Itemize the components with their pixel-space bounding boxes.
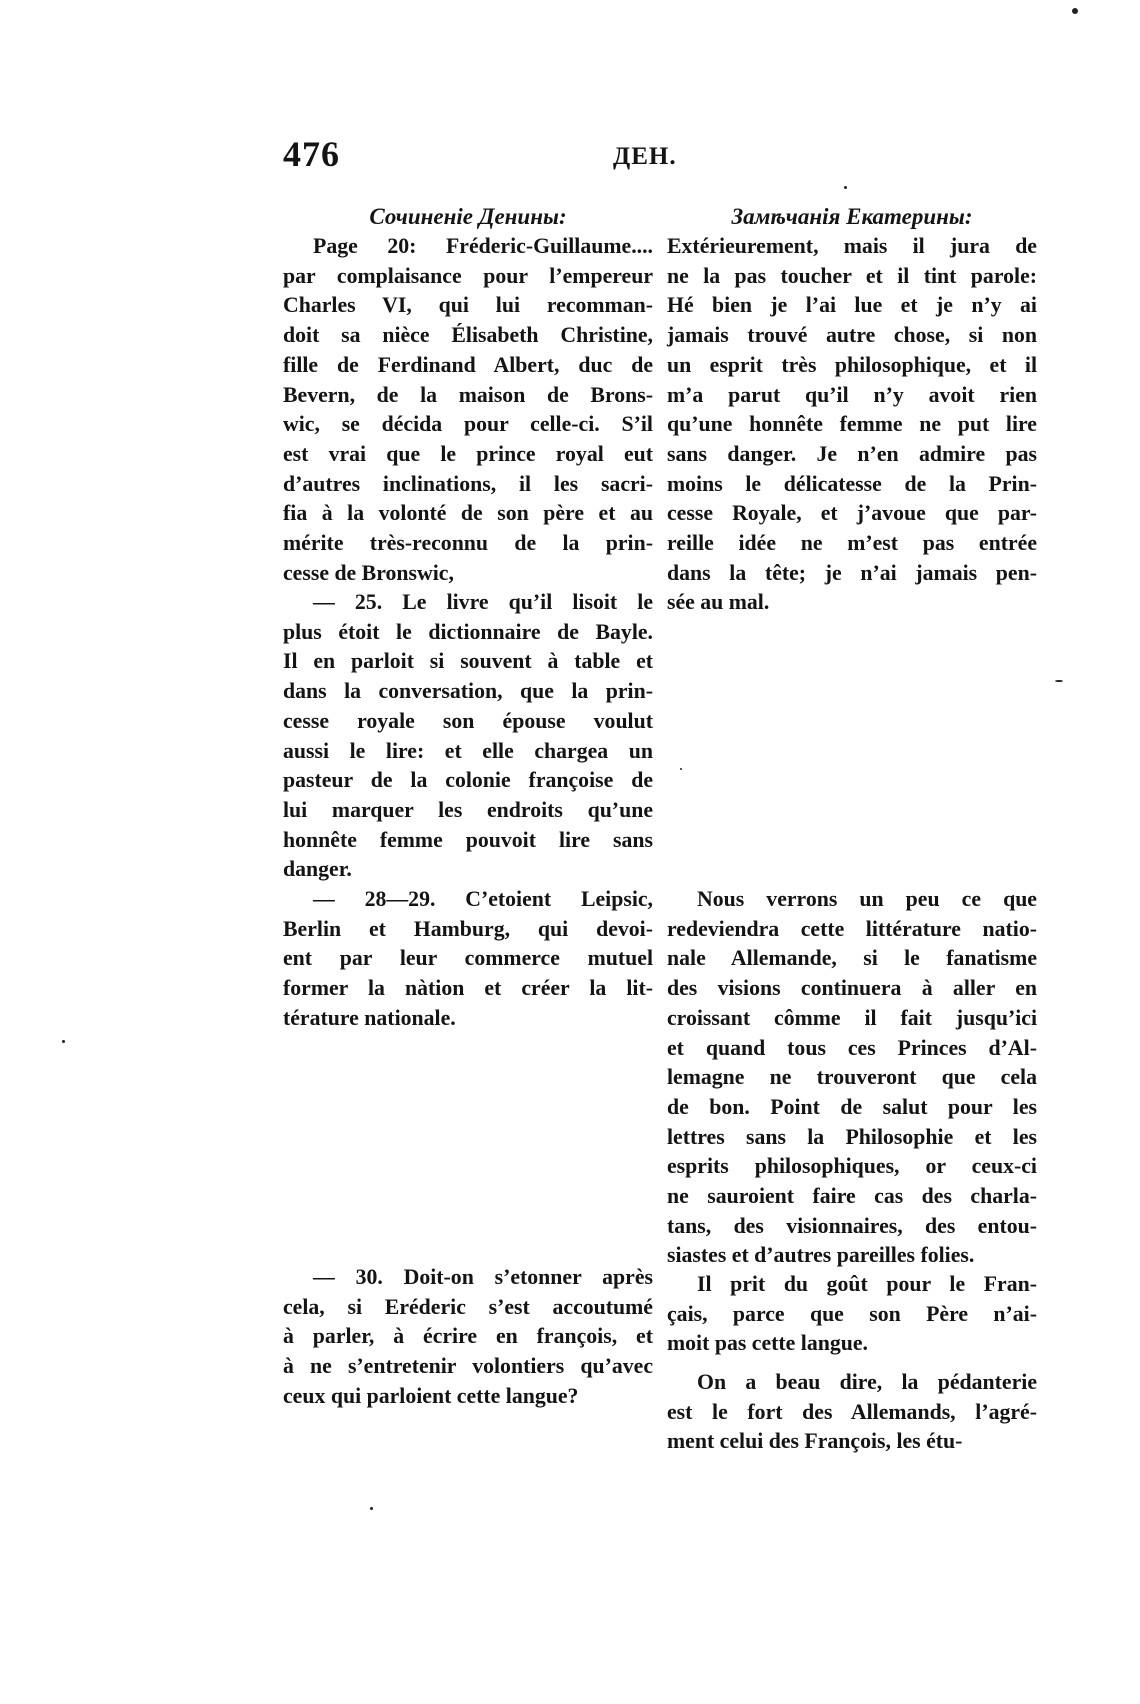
text-line: mérite très-reconnu de la prin- (283, 531, 653, 556)
text-line: des visions continuera à aller en (667, 976, 1037, 1001)
text-line: cesse royale son épouse voulut (283, 708, 653, 733)
scan-speck (1055, 680, 1063, 682)
left-paragraph-4 (283, 1263, 653, 1412)
text-line: qu’une honnête femme ne put lire (667, 412, 1037, 437)
text-line: cela, si Eréderic s’est accoutumé (283, 1294, 653, 1319)
right-paragraph-4 (667, 1368, 1037, 1457)
text-line: m’a parut qu’il n’y avoit rien (667, 382, 1037, 407)
text-line: dans la conversation, que la prin- (283, 679, 653, 704)
scan-speck (1072, 8, 1078, 14)
text-line: jamais trouvé autre chose, si non (667, 323, 1037, 348)
left-column (283, 202, 653, 1408)
text-line: sans danger. Je n’en admire pas (667, 441, 1037, 466)
text-line: esprits philosophiques, or ceux-ci (667, 1154, 1037, 1179)
text-line: Hé bien je l’ai lue et je n’y ai (667, 293, 1037, 318)
text-line: Il en parloit si souvent à table et (283, 649, 653, 674)
text-line: de bon. Point de salut pour les (667, 1094, 1037, 1119)
right-paragraph-2 (667, 885, 1037, 1271)
right-paragraph-1 (667, 232, 1037, 618)
text-line: — 30. Doit-on s’etonner après (313, 1265, 653, 1289)
text-line: Charles VI, qui lui recomman- (283, 293, 653, 318)
text-line: Extérieurement, mais il jura de (667, 234, 1037, 258)
text-line: ceux qui parloient cette langue? (283, 1383, 579, 1408)
text-line: pasteur de la colonie françoise de (283, 768, 653, 793)
text-line: wic, se décida pour celle-ci. S’il (283, 412, 653, 437)
text-line: un esprit très philosophique, et il (667, 352, 1037, 377)
right-column-heading: Замѣчанія Екатерины: (731, 204, 973, 229)
running-head: ДЕН. (613, 143, 677, 170)
scan-speck (844, 186, 847, 189)
text-line: honnête femme pouvoit lire sans (283, 827, 653, 852)
text-line: et quand tous ces Princes d’Al- (667, 1035, 1037, 1060)
text-line: — 25. Le livre qu’il lisoit le (313, 590, 653, 614)
text-line: fille de Ferdinand Albert, duc de (283, 352, 653, 377)
text-line: Nous verrons un peu ce que (697, 887, 1037, 911)
text-line: tans, des visionnaires, des entou- (667, 1213, 1037, 1238)
text-line: lemagne ne trouveront que cela (667, 1065, 1037, 1090)
text-line: former la nàtion et créer la lit- (283, 976, 653, 1001)
scan-speck (680, 768, 682, 770)
text-line: fia à la volonté de son père et au (283, 501, 653, 526)
text-line: nale Allemande, si le fanatisme (667, 946, 1037, 971)
text-line: à parler, à écrire en françois, et (283, 1324, 653, 1349)
scan-speck (62, 1040, 65, 1043)
text-line: térature nationale. (283, 1005, 456, 1030)
text-line: moit pas cette langue. (667, 1331, 868, 1356)
left-paragraph-1 (283, 232, 653, 588)
text-line: siastes et d’autres pareilles folies. (667, 1243, 975, 1268)
text-line: d’autres inclinations, il les sacri- (283, 471, 653, 496)
text-line: Bevern, de la maison de Brons- (283, 382, 653, 407)
text-line: doit sa nièce Élisabeth Christine, (283, 323, 653, 348)
left-paragraph-3 (283, 885, 653, 1034)
text-line: ment celui des François, les étu- (667, 1429, 963, 1454)
text-line: dans la tête; je n’ai jamais pen- (667, 560, 1037, 585)
text-line: plus étoit le dictionnaire de Bayle. (283, 619, 653, 644)
text-line: sée au mal. (667, 590, 770, 615)
page-header (283, 133, 1043, 185)
text-line: Il prit du goût pour le Fran- (697, 1272, 1037, 1296)
text-line: cesse Royale, et j’avoue que par- (667, 501, 1037, 526)
text-line: reille idée ne m’est pas entrée (667, 531, 1037, 556)
right-paragraph-3 (667, 1270, 1037, 1359)
text-line: ent par leur commerce mutuel (283, 946, 653, 971)
text-line: redeviendra cette littérature natio- (667, 916, 1037, 941)
right-column (667, 202, 1037, 1454)
text-line: croissant cômme il fait jusqu’ici (667, 1005, 1037, 1030)
text-line: lui marquer les endroits qu’une (283, 797, 653, 822)
text-line: est vrai que le prince royal eut (283, 441, 653, 466)
text-line: ne sauroient faire cas des charla- (667, 1184, 1037, 1209)
text-line: ne la pas toucher et il tint parole: (667, 263, 1037, 288)
left-paragraph-2 (283, 588, 653, 885)
text-line: aussi le lire: et elle chargea un (283, 738, 653, 763)
text-line: — 28—29. C’etoient Leipsic, (313, 887, 653, 911)
text-line: On a beau dire, la pédanterie (697, 1370, 1037, 1394)
page-number: 476 (283, 134, 340, 174)
text-line: moins le délicatesse de la Prin- (667, 471, 1037, 496)
left-column-heading: Сочиненіе Денины: (369, 204, 567, 229)
text-line: çais, parce que son Père n’ai- (667, 1301, 1037, 1326)
text-line: lettres sans la Philosophie et les (667, 1124, 1037, 1149)
text-line: à ne s’entretenir volontiers qu’avec (283, 1354, 653, 1379)
text-line: Page 20: Fréderic-Guillaume.... (313, 234, 653, 258)
text-line: est le fort des Allemands, l’agré- (667, 1399, 1037, 1424)
text-line: cesse de Bronswic, (283, 560, 454, 585)
scan-speck (370, 1507, 373, 1510)
text-line: par complaisance pour l’empereur (283, 263, 653, 288)
text-line: danger. (283, 857, 352, 882)
text-line: Berlin et Hamburg, qui devoi- (283, 916, 653, 941)
